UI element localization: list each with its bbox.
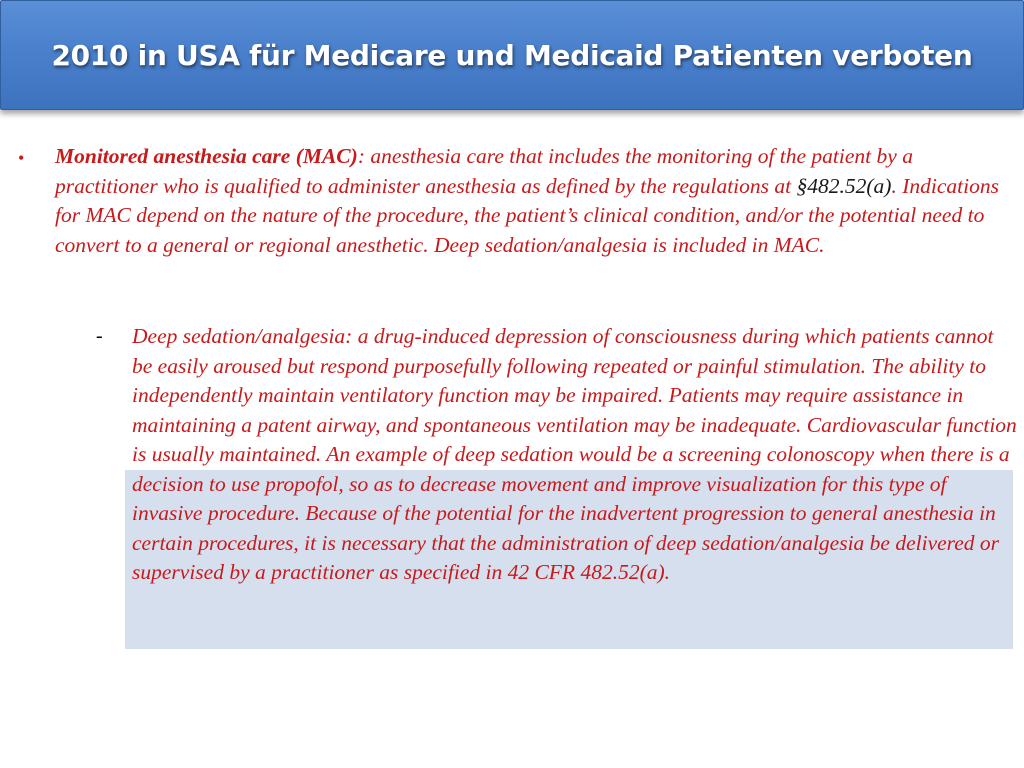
regulation-citation: §482.52(a) (796, 173, 892, 198)
mac-definition-paragraph (55, 142, 1010, 260)
bullet-icon: • (18, 148, 25, 168)
deep-sedation-paragraph: Deep sedation/analgesia: a drug-induced depression of consciousness during which patients cannot be easily aroused but respond purposefully following repeated or painful stimulation. The ability to independently maintain ventilatory function may be impaired. Patients may require assistance in maintaining a patent airway, and spontaneous ventilation may be inadequate. Cardiovascular function is usually maintained. An example of deep sedation would be a screening colonoscopy when there is a decision to use propofol, so as to decrease movement and improve visualization for this type of invasive procedure. Because of the potential for the inadvertent progression to general anesthesia in certain procedures, it is necessary that the administration of deep sedation/analgesia be delivered or supervised by a practitioner as specified in 42 CFR 482.52(a). (132, 324, 1017, 584)
mac-text-part2: . Indications for MAC depend on the nature of the procedure, the patient’s clinical condition, and/or the potential need to convert to a general or regional anesthetic. Deep sedation/analgesia is included in MAC. (55, 173, 999, 257)
slide-title: 2010 in USA für Medicare und Medicaid Patienten verboten (51, 39, 973, 72)
mac-text-part1: : anesthesia care that includes the monitoring of the patient by a practitioner who is qualified to administer anesthesia as defined by the regulations at (55, 144, 913, 198)
mac-term: Monitored anesthesia care (MAC) (55, 144, 358, 168)
dash-bullet-icon: - (96, 325, 103, 347)
slide-body (0, 140, 1024, 740)
